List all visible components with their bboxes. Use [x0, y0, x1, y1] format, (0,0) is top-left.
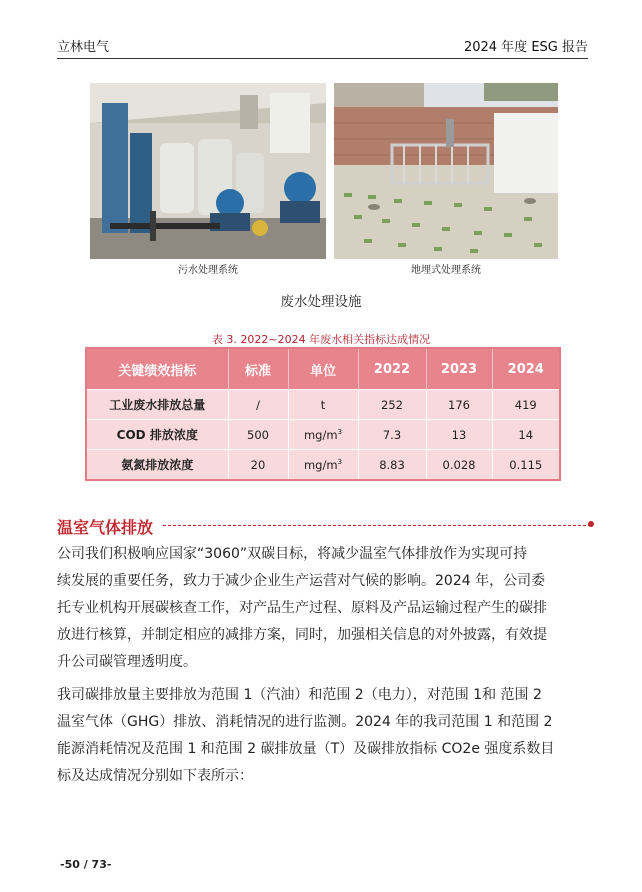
paragraph-line: 标及达成情况分别如下表所示：	[57, 768, 253, 784]
paragraph-line: 我司碳排放量主要排放为范围 1（汽油）和范围 2（电力），对范围 1和 范围 2	[57, 687, 542, 703]
paragraph-line: 能源消耗情况及范围 1 和范围 2 碳排放量（T）及碳排放指标 CO2e 强度系数目	[57, 741, 555, 757]
paragraph-line: 升公司碳管理透明度。	[57, 654, 197, 670]
wastewater-system-image	[90, 83, 326, 259]
col-header-2022: 2022	[358, 348, 426, 390]
cell-2024: 419	[492, 390, 560, 420]
section-rule-dot	[588, 521, 594, 527]
photo-caption-wastewater: 污水处理系统	[178, 265, 238, 276]
figure-title: 废水处理设施	[280, 294, 362, 310]
header-divider	[57, 58, 588, 59]
cell-2022: 8.83	[358, 450, 426, 481]
paragraph-ghg-scope	[57, 682, 590, 790]
paragraph-line: 公司我们积极响应国家“3060”双碳目标，将减少温室气体排放作为实现可持	[57, 546, 528, 562]
header-company: 立林电气	[57, 40, 110, 55]
cell-2023: 13	[426, 420, 492, 450]
cell-2023: 176	[426, 390, 492, 420]
col-header-unit: 单位	[288, 348, 358, 390]
cell-standard: 500	[228, 420, 288, 450]
cell-2024: 0.115	[492, 450, 560, 481]
paragraph-line: 续发展的重要任务，致力于减少企业生产运营对气候的影响。2024 年，公司委	[57, 573, 546, 589]
paragraph-line: 温室气体（GHG）排放、消耗情况的进行监测。2024 年的我司范围 1 和范围 2	[57, 714, 553, 730]
paragraph-ghg-intro	[57, 541, 590, 676]
section-title: 温室气体排放	[57, 518, 154, 537]
cell-indicator: 工业废水排放总量	[86, 390, 228, 420]
paragraph-line: 放进行核算，并制定相应的减排方案，同时，加强相关信息的对外披露，有效提	[57, 627, 547, 643]
cell-2024: 14	[492, 420, 560, 450]
col-header-2024: 2024	[492, 348, 560, 390]
cell-2022: 7.3	[358, 420, 426, 450]
table-title: 表 3. 2022~2024 年废水相关指标达成情况	[211, 333, 431, 346]
cell-indicator: 氨氮排放浓度	[86, 450, 228, 481]
col-header-2023: 2023	[426, 348, 492, 390]
cell-2022: 252	[358, 390, 426, 420]
cell-standard: /	[228, 390, 288, 420]
wastewater-kpi-table	[85, 347, 561, 481]
col-header-standard: 标准	[228, 348, 288, 390]
paragraph-line: 托专业机构开展碳核查工作，对产品生产过程、原料及产品运输过程产生的碳排	[57, 600, 547, 616]
table-row	[86, 390, 560, 420]
cell-indicator: COD 排放浓度	[86, 420, 228, 450]
table-header-row	[86, 348, 560, 390]
cell-unit: $mg/m^3$	[288, 420, 358, 450]
cell-2023: 0.028	[426, 450, 492, 481]
photo-caption-underground: 地埋式处理系统	[411, 265, 481, 276]
cell-unit: $mg/m^3$	[288, 450, 358, 481]
cell-standard: 20	[228, 450, 288, 481]
table-row	[86, 450, 560, 481]
header-report-title: 2024 年度 ESG 报告	[463, 40, 588, 55]
photo-wastewater-system	[90, 83, 326, 277]
section-dashed-rule	[163, 525, 591, 526]
page-number: -50 / 73-	[60, 858, 112, 871]
underground-system-image	[334, 83, 558, 259]
col-header-indicator: 关键绩效指标	[86, 348, 228, 390]
cell-unit: t	[288, 390, 358, 420]
photo-underground-system	[334, 83, 558, 277]
table-row	[86, 420, 560, 450]
